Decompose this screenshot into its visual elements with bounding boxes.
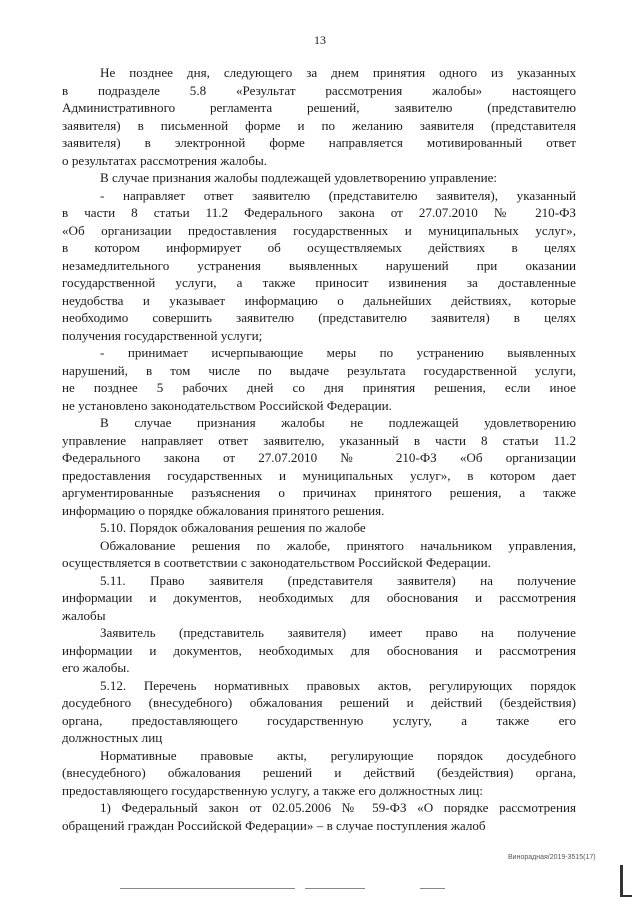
text-line: в части 8 статьи 11.2 Федерального закона от 27.07.2010 № 210-ФЗ — [62, 205, 576, 220]
text-line: «Об организации предоставления государственных и муниципальных услуг», — [62, 222, 576, 238]
scan-corner-mark — [620, 865, 623, 897]
text-line: досудебного (внесудебного) обжалования решений и действий (бездействия) — [62, 695, 576, 710]
text-line: получения государственной услуги; — [62, 327, 263, 343]
text-line: не позднее 5 рабочих дней со дня принятия решения, если иное — [62, 380, 576, 395]
text-line: незамедлительного устранения выявленных нарушений при оказании — [62, 257, 576, 273]
text-line: информации и документов, необходимых для обоснования и рассмотрения — [62, 590, 576, 605]
document-registration-code: Винорадная/2019-3515(17) — [508, 854, 596, 861]
text-line: в котором информирует об осуществляемых действиях в целях — [62, 240, 576, 255]
text-line: В случае признания жалобы подлежащей удовлетворению управление: — [100, 170, 498, 185]
text-line: неудобства и указывает информацию о дальнейших действиях, которые — [62, 292, 576, 308]
text-line: В случае признания жалобы не подлежащей удовлетворению — [100, 415, 576, 430]
text-line: осуществляется в соответствии с законодательством Российской Федерации. — [62, 555, 491, 570]
text-line: в подразделе 5.8 «Результат рассмотрения жалобы» настоящего — [62, 82, 576, 98]
text-line: 1) Федеральный закон от 02.05.2006 № 59-ФЗ «О порядке рассмотрения — [100, 800, 576, 815]
text-line: Нормативные правовые акты, регулирующие порядок досудебного — [100, 747, 576, 763]
bottom-rule — [420, 888, 445, 889]
text-line: (внесудебного) обжалования решений и действий (бездействия) органа, — [62, 765, 576, 780]
bottom-rule — [120, 888, 295, 889]
text-line: Не позднее дня, следующего за днем принятия одного из указанных — [100, 65, 576, 80]
text-line: управление направляет ответ заявителю, указанный в части 8 статьи 11.2 — [62, 432, 576, 448]
text-line: предоставляющего государственную услугу, а также его должностных лиц: — [62, 782, 483, 798]
text-line: органа, предоставляющего государственную услугу, а также его — [62, 712, 576, 728]
text-line: предоставления государственных и муниципальных услуг», в котором дает — [62, 467, 576, 483]
bottom-rule — [305, 888, 365, 889]
text-line: его жалобы. — [62, 660, 130, 675]
text-line: - направляет ответ заявителю (представителю заявителя), указанный — [100, 187, 576, 203]
text-line: информации и документов, необходимых для обоснования и рассмотрения — [62, 642, 576, 658]
text-line: государственной услуги, а также приносит извинения за доставленные — [62, 275, 576, 290]
text-line: заявителя) в электронной форме направляется мотивированный ответ — [62, 135, 576, 150]
text-line: должностных лиц — [62, 730, 163, 745]
text-line: нарушений, в том числе по выдаче результата государственной услуги, — [62, 362, 576, 378]
text-line: жалобы — [62, 607, 106, 623]
text-line: 5.10. Порядок обжалования решения по жалобе — [100, 520, 366, 535]
text-line: Административного регламента решений, заявителю (представителю — [62, 100, 576, 115]
text-line: не установлено законодательством Российской Федерации. — [62, 397, 392, 413]
text-line: аргументированные разъяснения о причинах принятого решения, а также — [62, 485, 576, 500]
text-line: Заявитель (представитель заявителя) имеет право на получение — [100, 625, 576, 640]
text-line: обращений граждан Российской Федерации» – в случае поступления жалоб — [62, 817, 486, 833]
text-line: Федерального закона от 27.07.2010 № 210-ФЗ «Об организации — [62, 450, 576, 465]
text-line: необходимо совершить заявителю (представителю заявителя) в целях — [62, 310, 576, 325]
text-line: информацию о порядке обжалования принятого решения. — [62, 502, 385, 518]
text-line: заявителя) в письменной форме и по желанию заявителя (представителя — [62, 117, 576, 133]
text-line: 5.12. Перечень нормативных правовых актов, регулирующих порядок — [100, 677, 576, 693]
page-number: 13 — [314, 33, 326, 47]
text-line: 5.11. Право заявителя (представителя заявителя) на получение — [100, 572, 576, 588]
text-line: о результатах рассмотрения жалобы. — [62, 152, 268, 168]
text-line: - принимает исчерпывающие меры по устранению выявленных — [100, 345, 576, 360]
text-line: Обжалование решения по жалобе, принятого начальником управления, — [100, 537, 576, 553]
document-body — [62, 64, 576, 834]
